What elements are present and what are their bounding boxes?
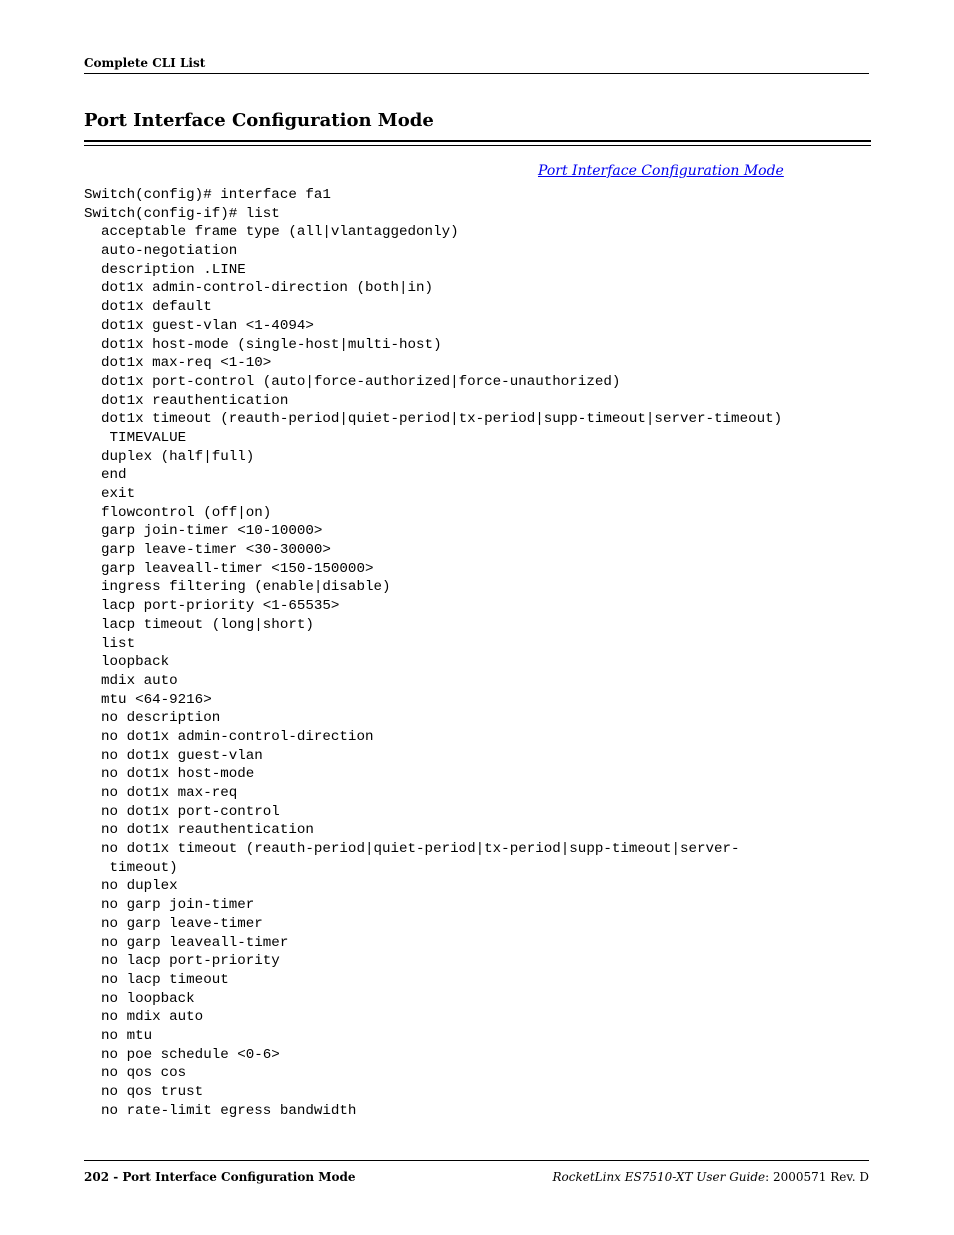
cli-line: dot1x reauthentication <box>84 392 289 409</box>
cli-line: mdix auto <box>84 672 178 689</box>
section-title: Port Interface Configuration Mode <box>84 110 434 131</box>
cli-line: auto-negotiation <box>84 243 238 260</box>
cli-line: exit <box>84 486 136 502</box>
cli-line: description .LINE <box>84 261 246 278</box>
cli-line: no loopback <box>84 990 195 1007</box>
cli-line: Switch(config)# interface fa1 <box>84 187 331 203</box>
cli-line: dot1x timeout (reauth-period|quiet-period|tx-period|supp-timeout|server-timeout) <box>84 411 783 428</box>
cli-line: no dot1x admin-control-direction <box>84 728 374 745</box>
cli-line: dot1x admin-control-direction (both|in) <box>84 280 434 297</box>
cli-line: no rate-limit egress bandwidth <box>84 1102 357 1119</box>
cli-line: no qos cos <box>84 1065 187 1082</box>
cli-line: garp join-timer <10-10000> <box>84 523 323 540</box>
cli-line: no lacp timeout <box>84 971 229 988</box>
cli-line: no mdix auto <box>84 1009 204 1026</box>
cli-line: no poe schedule <0-6> <box>84 1046 280 1063</box>
cli-line: flowcontrol (off|on) <box>84 504 272 521</box>
cli-line: lacp timeout (long|short) <box>84 616 314 633</box>
cli-line: TIMEVALUE <box>84 429 187 446</box>
cli-line: ingress filtering (enable|disable) <box>84 579 391 596</box>
cli-line: end <box>84 467 127 484</box>
cli-line: no mtu <box>84 1027 153 1044</box>
cli-line: dot1x host-mode (single-host|multi-host) <box>84 336 442 353</box>
section-title-rule <box>84 140 871 146</box>
cli-line: loopback <box>84 654 170 671</box>
cli-line: dot1x port-control (auto|force-authorized|force-unauthorized) <box>84 373 621 390</box>
cli-line: dot1x guest-vlan <1-4094> <box>84 317 314 334</box>
cli-line: dot1x default <box>84 299 212 316</box>
cli-line: no dot1x guest-vlan <box>84 747 263 764</box>
cli-line: no dot1x max-req <box>84 785 238 801</box>
cli-line: mtu <64-9216> <box>84 691 212 708</box>
cli-command-listing <box>84 186 782 1120</box>
cli-line: no dot1x port-control <box>84 803 280 820</box>
cli-line: garp leaveall-timer <150-150000> <box>84 560 374 577</box>
cli-line: acceptable frame type (all|vlantaggedonly) <box>84 224 459 241</box>
cli-line: no garp leaveall-timer <box>84 934 289 951</box>
footer-page-label: 202 - Port Interface Configuration Mode <box>84 1170 356 1184</box>
cli-line: lacp port-priority <1-65535> <box>84 598 340 615</box>
footer-guide-title: RocketLinx ES7510-XT User Guide <box>552 1170 766 1184</box>
cli-line: duplex (half|full) <box>84 448 255 465</box>
footer-rule <box>84 1160 869 1161</box>
footer-document-id <box>552 1170 869 1185</box>
cli-line: list <box>84 635 136 652</box>
cli-line: Switch(config-if)# list <box>84 205 280 222</box>
cli-line: no lacp port-priority <box>84 953 280 970</box>
cli-line: dot1x max-req <1-10> <box>84 355 272 372</box>
cli-line: no duplex <box>84 878 178 895</box>
cli-line: no qos trust <box>84 1084 204 1100</box>
cli-line: no garp leave-timer <box>84 915 263 932</box>
footer-revision: : 2000571 Rev. D <box>765 1170 869 1184</box>
cli-line: no description <box>84 710 221 727</box>
cli-line: no dot1x host-mode <box>84 766 255 783</box>
running-header: Complete CLI List <box>84 56 206 70</box>
cli-line: no dot1x reauthentication <box>84 822 314 839</box>
cli-line: garp leave-timer <30-30000> <box>84 542 331 559</box>
cli-line: no garp join-timer <box>84 897 255 914</box>
port-interface-mode-link[interactable]: Port Interface Configuration Mode <box>538 163 784 179</box>
cli-line: no dot1x timeout (reauth-period|quiet-period|tx-period|supp-timeout|server- <box>84 841 740 858</box>
cli-line: timeout) <box>84 859 178 876</box>
header-rule <box>84 73 869 74</box>
